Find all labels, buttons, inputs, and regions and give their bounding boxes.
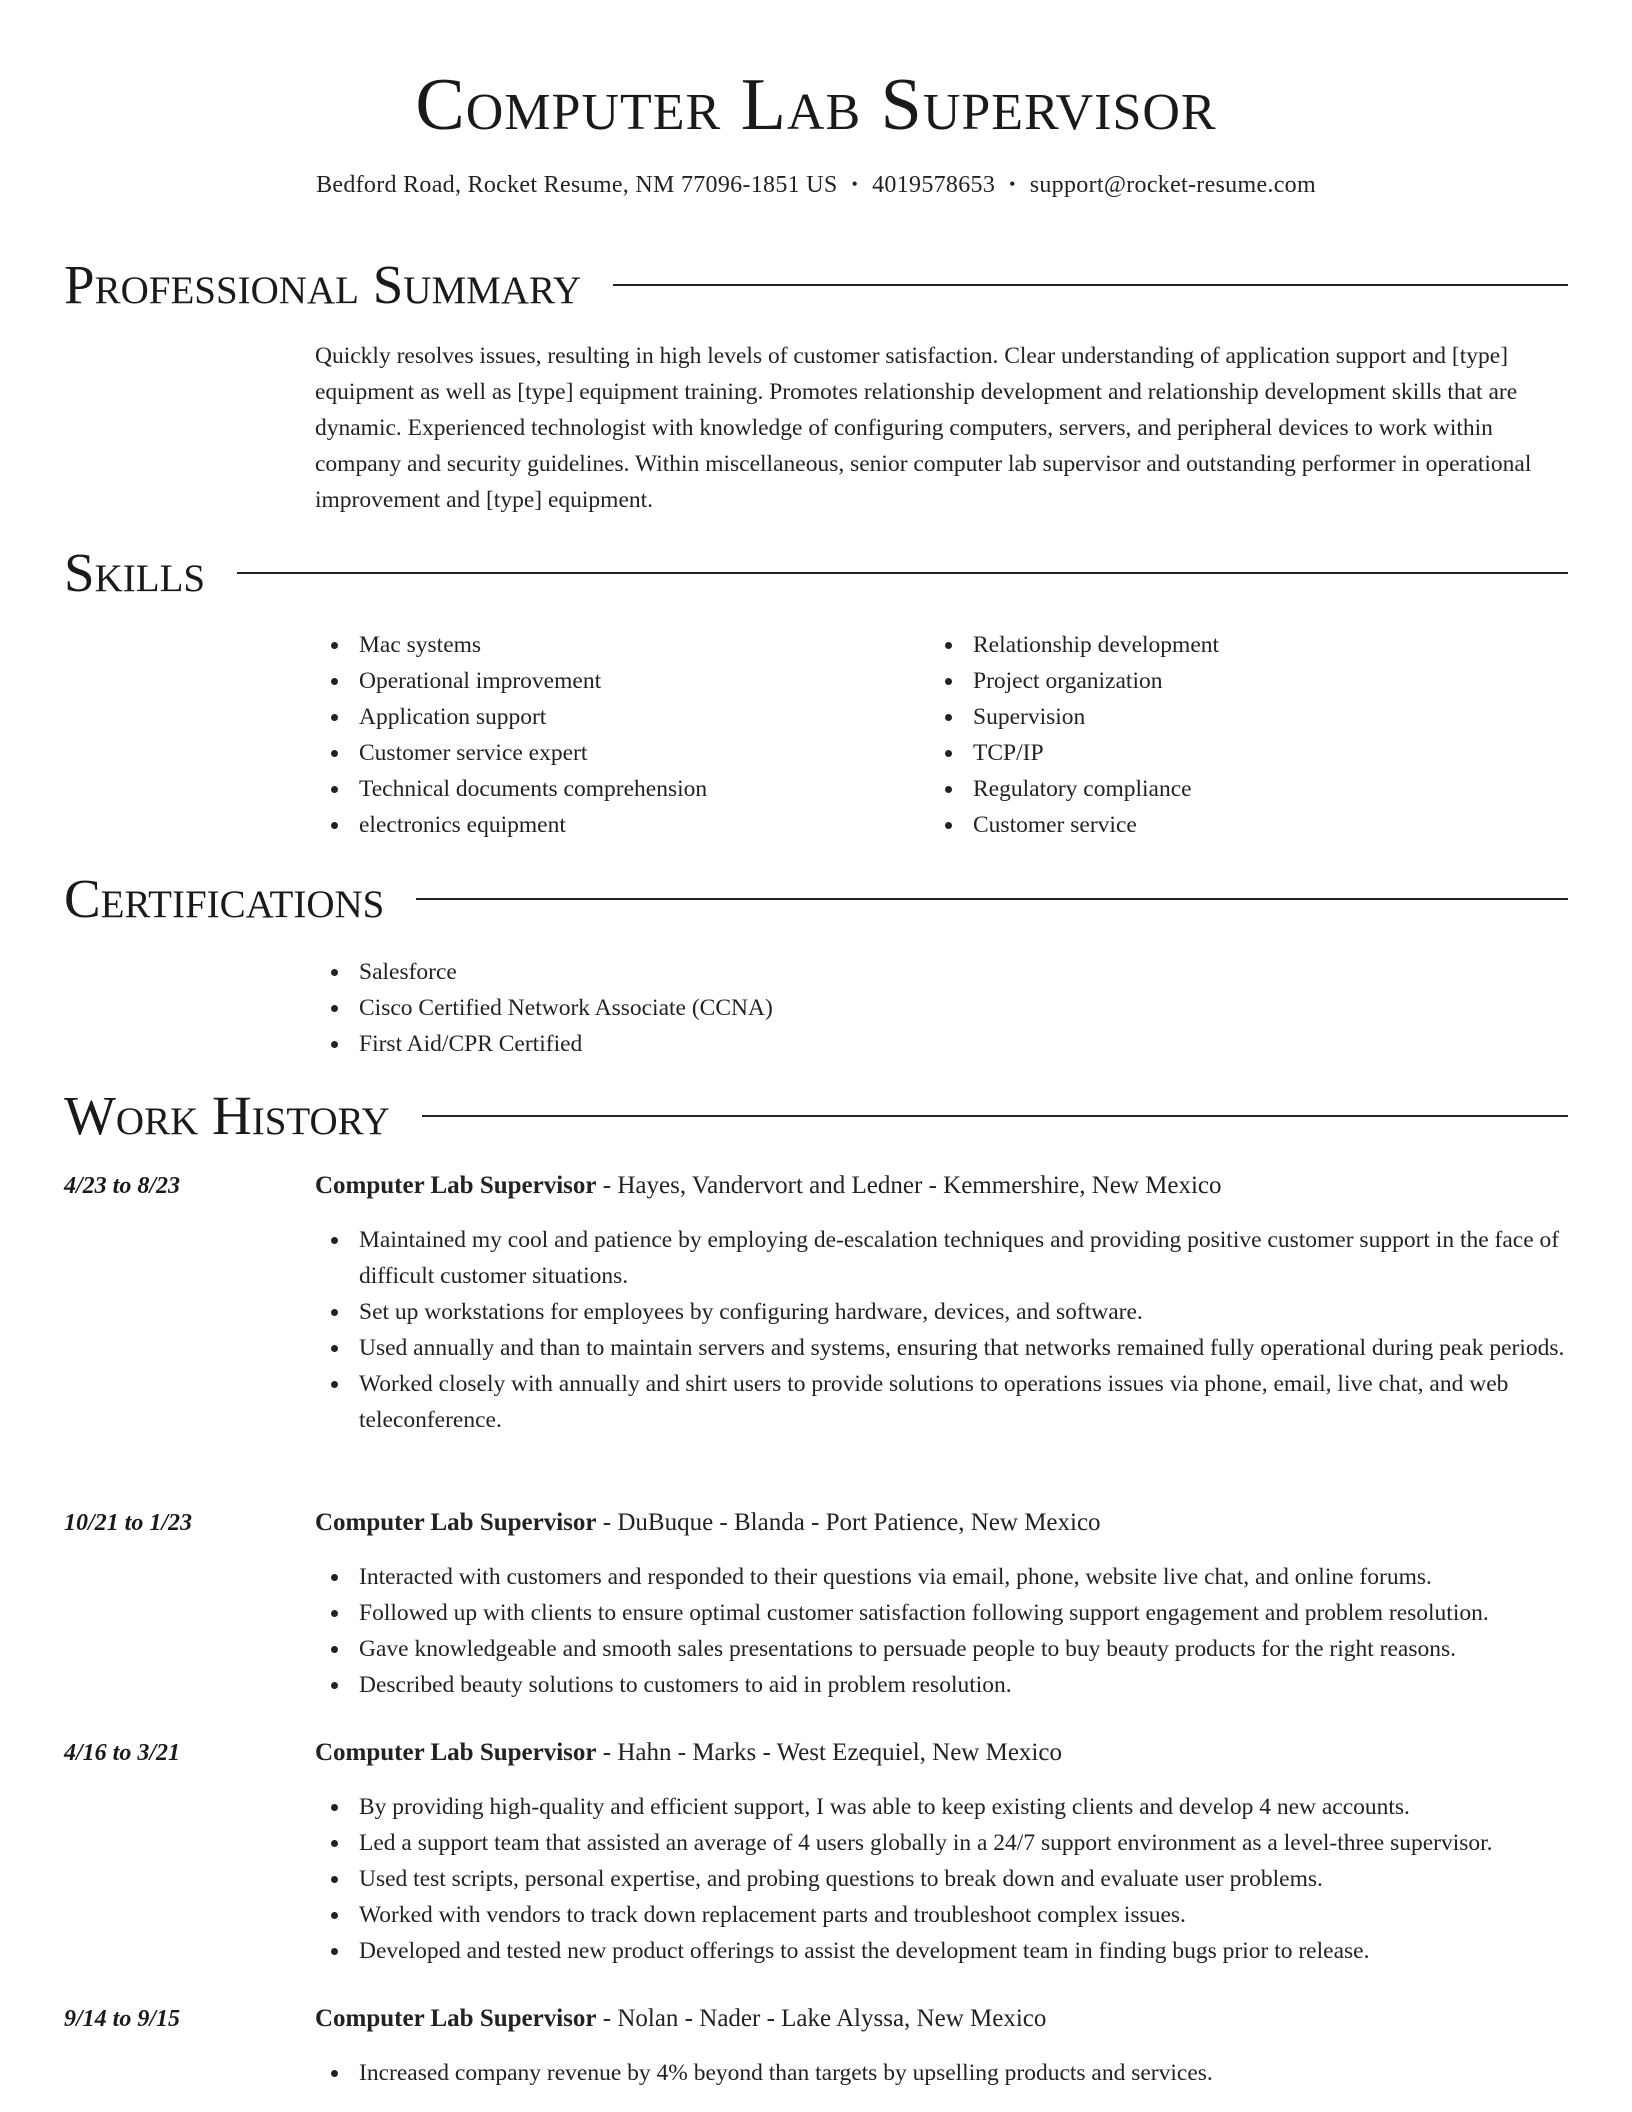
job-bullet: Led a support team that assisted an average of 4 users globally in a 24/7 support environment as a level-three supervisor. <box>315 1825 1570 1861</box>
contact-address: Bedford Road, Rocket Resume, NM 77096-1851 US <box>316 172 838 198</box>
job-company: - Hayes, Vandervort and Ledner - Kemmershire, New Mexico <box>596 1172 1222 1199</box>
job-company: - DuBuque - Blanda - Port Patience, New Mexico <box>596 1509 1101 1536</box>
job-heading <box>315 1505 1101 1541</box>
contact-line <box>0 172 1632 199</box>
job-bullets <box>315 1789 1570 1969</box>
job-company: - Hahn - Marks - West Ezequiel, New Mexico <box>596 1739 1062 1766</box>
job-bullet: Worked closely with annually and shirt users to provide solutions to operations issues via phone, email, live chat, and web teleconference. <box>315 1366 1570 1438</box>
skill-item: Customer service expert <box>315 735 875 771</box>
job-role: Computer Lab Supervisor <box>315 1739 597 1766</box>
contact-phone[interactable]: 4019578653 <box>872 172 996 198</box>
job-bullet: Maintained my cool and patience by employing de-escalation techniques and providing positive customer support in the face of difficult customer situations. <box>315 1222 1570 1294</box>
certifications-section-header <box>64 866 1568 932</box>
job-bullets <box>315 1222 1570 1438</box>
certifications-list <box>315 954 1115 1062</box>
contact-separator: • <box>851 174 859 194</box>
job-bullet: Worked with vendors to track down replacement parts and troubleshoot complex issues. <box>315 1897 1570 1933</box>
job-heading <box>315 1735 1062 1771</box>
job-bullet: Interacted with customers and responded to their questions via email, phone, website live chat, and online forums. <box>315 1559 1570 1595</box>
skill-item: Operational improvement <box>315 663 875 699</box>
work-section-header <box>64 1083 1568 1149</box>
skill-item: Customer service <box>929 807 1489 843</box>
job-role: Computer Lab Supervisor <box>315 1172 597 1199</box>
summary-text: Quickly resolves issues, resulting in high levels of customer satisfaction. Clear understanding of application support and [type] equipment as well as [type] equipment training. Promotes relationship development and relationship development skills that are dynamic. Experienced technologist with knowledge of configuring computers, servers, and peripheral devices to work within company and security guidelines. Within miscellaneous, senior computer lab supervisor and outstanding performer in operational improvement and [type] equipment. <box>315 343 1532 513</box>
job-bullet: Increased company revenue by 4% beyond than targets by upselling products and services. <box>315 2055 1570 2091</box>
section-divider <box>613 284 1568 286</box>
job-role: Computer Lab Supervisor <box>315 1509 597 1536</box>
contact-separator: • <box>1009 174 1016 194</box>
summary-section-header <box>64 252 1568 318</box>
job-company: - Nolan - Nader - Lake Alyssa, New Mexico <box>596 2005 1047 2032</box>
skills-column-left <box>315 627 875 843</box>
skill-item: Application support <box>315 699 875 735</box>
summary-section-title: Professional Summary <box>64 254 582 315</box>
section-divider <box>416 898 1568 900</box>
skills-section-title: Skills <box>64 542 206 603</box>
skill-item: Relationship development <box>929 627 1489 663</box>
job-bullets <box>315 2055 1570 2091</box>
skill-item: Technical documents comprehension <box>315 771 875 807</box>
certification-item: Cisco Certified Network Associate (CCNA) <box>315 990 1115 1026</box>
job-bullet: Developed and tested new product offerings to assist the development team in finding bugs prior to release. <box>315 1933 1570 1969</box>
job-bullet: Used test scripts, personal expertise, and probing questions to break down and evaluate user problems. <box>315 1861 1570 1897</box>
job-bullet: Set up workstations for employees by configuring hardware, devices, and software. <box>315 1294 1570 1330</box>
skill-item: Regulatory compliance <box>929 771 1489 807</box>
job-bullet: Used annually and than to maintain servers and systems, ensuring that networks remained fully operational during peak periods. <box>315 1330 1570 1366</box>
section-divider <box>422 1115 1568 1117</box>
skill-item: TCP/IP <box>929 735 1489 771</box>
skill-item: electronics equipment <box>315 807 875 843</box>
skills-section-header <box>64 540 1568 606</box>
resume-name: Computer Lab Supervisor <box>415 64 1217 146</box>
skill-item: Project organization <box>929 663 1489 699</box>
job-dates: 10/21 to 1/23 <box>64 1510 193 1536</box>
job-bullets <box>315 1559 1570 1703</box>
job-dates: 4/23 to 8/23 <box>64 1173 181 1199</box>
certifications-section-title: Certifications <box>64 868 385 929</box>
skill-item: Mac systems <box>315 627 875 663</box>
job-heading <box>315 2001 1046 2037</box>
job-heading <box>315 1168 1222 1204</box>
job-bullet: Described beauty solutions to customers to aid in problem resolution. <box>315 1667 1570 1703</box>
certification-item: Salesforce <box>315 954 1115 990</box>
section-divider <box>237 572 1568 574</box>
job-dates: 9/14 to 9/15 <box>64 2006 181 2032</box>
skills-column-right <box>929 627 1489 843</box>
certification-item: First Aid/CPR Certified <box>315 1026 1115 1062</box>
job-bullet: By providing high-quality and efficient support, I was able to keep existing clients and develop 4 new accounts. <box>315 1789 1570 1825</box>
job-dates: 4/16 to 3/21 <box>64 1740 181 1766</box>
job-bullet: Followed up with clients to ensure optimal customer satisfaction following support engagement and problem resolution. <box>315 1595 1570 1631</box>
work-section-title: Work History <box>64 1085 390 1146</box>
job-role: Computer Lab Supervisor <box>315 2005 597 2032</box>
contact-email[interactable]: support@rocket-resume.com <box>1029 172 1316 198</box>
job-bullet: Gave knowledgeable and smooth sales presentations to persuade people to buy beauty products for the right reasons. <box>315 1631 1570 1667</box>
skill-item: Supervision <box>929 699 1489 735</box>
